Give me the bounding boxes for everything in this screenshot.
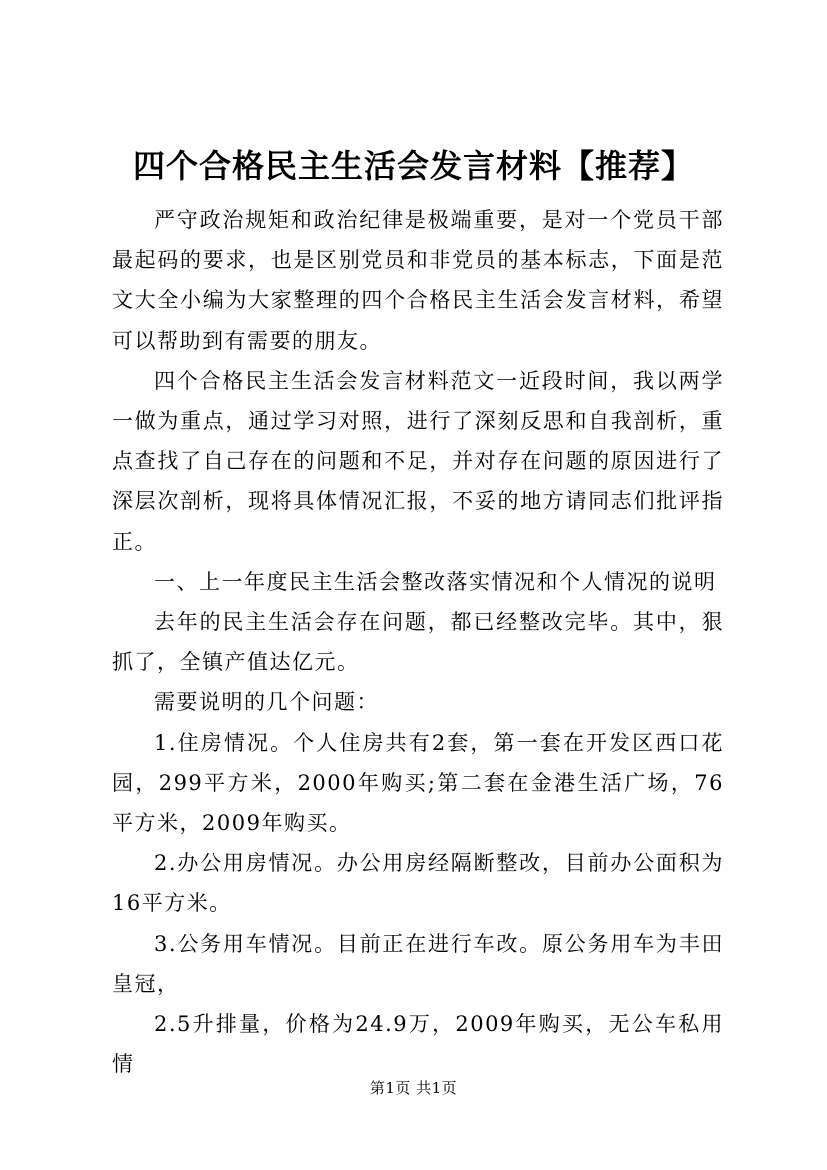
page-footer: 第1页 共1页 — [369, 1079, 458, 1097]
paragraph-vehicle-detail: 2.5升排量，价格为24.9万，2009年购买，无公车私用情 — [112, 1012, 724, 1077]
paragraph-vehicle: 3.公务用车情况。目前正在进行车改。原公务用车为丰田皇冠， — [112, 931, 724, 996]
document-body — [112, 200, 724, 1084]
paragraph-preface: 四个合格民主生活会发言材料范文一近段时间，我以两学一做为重点，通过学习对照，进行了深刻反思和自我剖析，重点查找了自己存在的问题和不足，并对存在问题的原因进行了深层次剖析，现将具体情况汇报，不妥的地方请同志们批评指正。 — [112, 368, 724, 554]
paragraph-issues-intro: 需要说明的几个问题： — [154, 690, 379, 715]
paragraph-last-year: 去年的民主生活会存在问题，都已经整改完毕。其中，狠抓了，全镇产值达亿元。 — [112, 610, 724, 675]
section-heading: 一、上一年度民主生活会整改落实情况和个人情况的说明 — [154, 569, 717, 594]
paragraph-housing: 1.住房情况。个人住房共有2套，第一套在开发区西口花园，299平方米，2000年购买;第二套在金港生活广场，76平方米，2009年购买。 — [112, 730, 724, 836]
paragraph-office: 2.办公用房情况。办公用房经隔断整改，目前办公面积为16平方米。 — [112, 851, 724, 916]
document-title: 四个合格民主生活会发言材料【推荐】 — [132, 147, 694, 185]
paragraph-intro: 严守政治规矩和政治纪律是极端重要，是对一个党员干部最起码的要求，也是区别党员和非党员的基本标志，下面是范文大全小编为大家整理的四个合格民主生活会发言材料，希望可以帮助到有需要的朋友。 — [112, 208, 724, 353]
